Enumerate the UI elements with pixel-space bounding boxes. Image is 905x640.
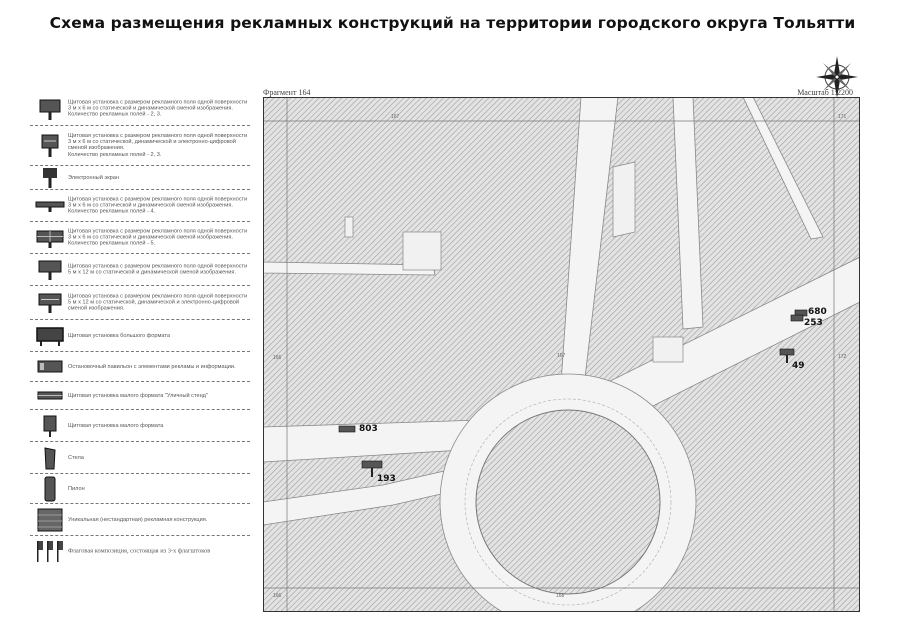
large-digital-billboard-icon — [34, 290, 66, 316]
legend-item: Стела — [30, 442, 250, 474]
unique-structure-icon — [34, 507, 66, 533]
grid-label: 172 — [838, 354, 847, 360]
legend-item: Уникальная (нестандартная) рекламная конструкция. — [30, 504, 250, 536]
digital-billboard-icon — [34, 133, 66, 159]
legend-item: Щитовая установка малого формата — [30, 410, 250, 442]
billboard-5-icon — [34, 225, 66, 251]
info-stand-icon — [34, 383, 66, 409]
grid-label: 166 — [273, 593, 282, 599]
marker-label[interactable]: 803 — [359, 424, 378, 434]
legend-item: Щитовая установка с размером рекламного поля одной поверхности 3 м х 6 м со статической, динамической и электронно-цифровой сменой изображения. Количество рекламных полей - 2, 3. — [30, 126, 250, 166]
roundabout-island — [476, 410, 660, 594]
marker-803-icon[interactable] — [339, 426, 355, 432]
legend-item: Щитовая установка с размером рекламного поля одной поверхности 3 м х 6 м со статической и динамической сменой изображения. Количество рекламных полей - 4. — [30, 190, 250, 222]
grid-label: 166 — [273, 355, 282, 361]
marker-label[interactable]: 680 — [808, 307, 827, 317]
marker-label[interactable]: 49 — [792, 361, 805, 371]
legend-item: Щитовая установка с размером рекламного поля одной поверхности 3 м х 6 м со статической и динамической сменой изображения. Количество рекламных полей - 5. — [30, 222, 250, 254]
marker-253-icon[interactable] — [791, 315, 803, 321]
grid-label: 168 — [556, 593, 565, 599]
electronic-screen-icon — [34, 165, 66, 191]
flag-composition-icon — [34, 538, 66, 564]
legend-item: Остановочный павильон с элементами рекламы и информации. — [30, 352, 250, 382]
grid-label: 171 — [838, 114, 847, 120]
legend-item: Флаговая композиция, состоящая из 3-х флагштоков — [30, 536, 250, 566]
marker-label[interactable]: 193 — [377, 474, 396, 484]
scale-label: Масштаб 1:2200 — [797, 88, 853, 97]
grid-label: 167 — [557, 353, 566, 359]
large-billboard-icon — [34, 257, 66, 283]
legend-item: Щитовая установка большого формата — [30, 320, 250, 352]
bus-stop-icon — [34, 354, 66, 380]
billboard-4-icon — [34, 193, 66, 219]
fragment-label: Фрагмент 164 — [263, 88, 311, 97]
page-title: Схема размещения рекламных конструкций на территории городского округа Тольятти — [49, 14, 856, 32]
legend-item: Щитовая установка с размером рекламного поля одной поверхности 3 м х 6 м со статической и динамической сменой изображения. Количество рекламных полей - 2, 3. — [30, 92, 250, 126]
legend-item: Щитовая установка малого формата "Уличный стенд" — [30, 382, 250, 410]
stele-icon — [34, 445, 66, 471]
legend-item: Электронный экран — [30, 166, 250, 190]
grid-label: 167 — [391, 114, 400, 120]
legend-item: Щитовая установка с размером рекламного поля одной поверхности 5 м х 12 м со статической, динамической и электронно-цифровой сменой изображения. — [30, 286, 250, 320]
map-fragment[interactable] — [263, 97, 860, 612]
large-format-icon — [34, 323, 66, 349]
pylon-icon — [34, 476, 66, 502]
small-format-icon — [34, 413, 66, 439]
marker-label[interactable]: 253 — [804, 318, 823, 328]
legend-item: Пилон — [30, 474, 250, 504]
legend-item: Щитовая установка с размером рекламного поля одной поверхности 5 м х 12 м со статической и динамической сменой изображения. — [30, 254, 250, 286]
billboard-icon — [34, 96, 66, 122]
legend — [30, 92, 250, 566]
